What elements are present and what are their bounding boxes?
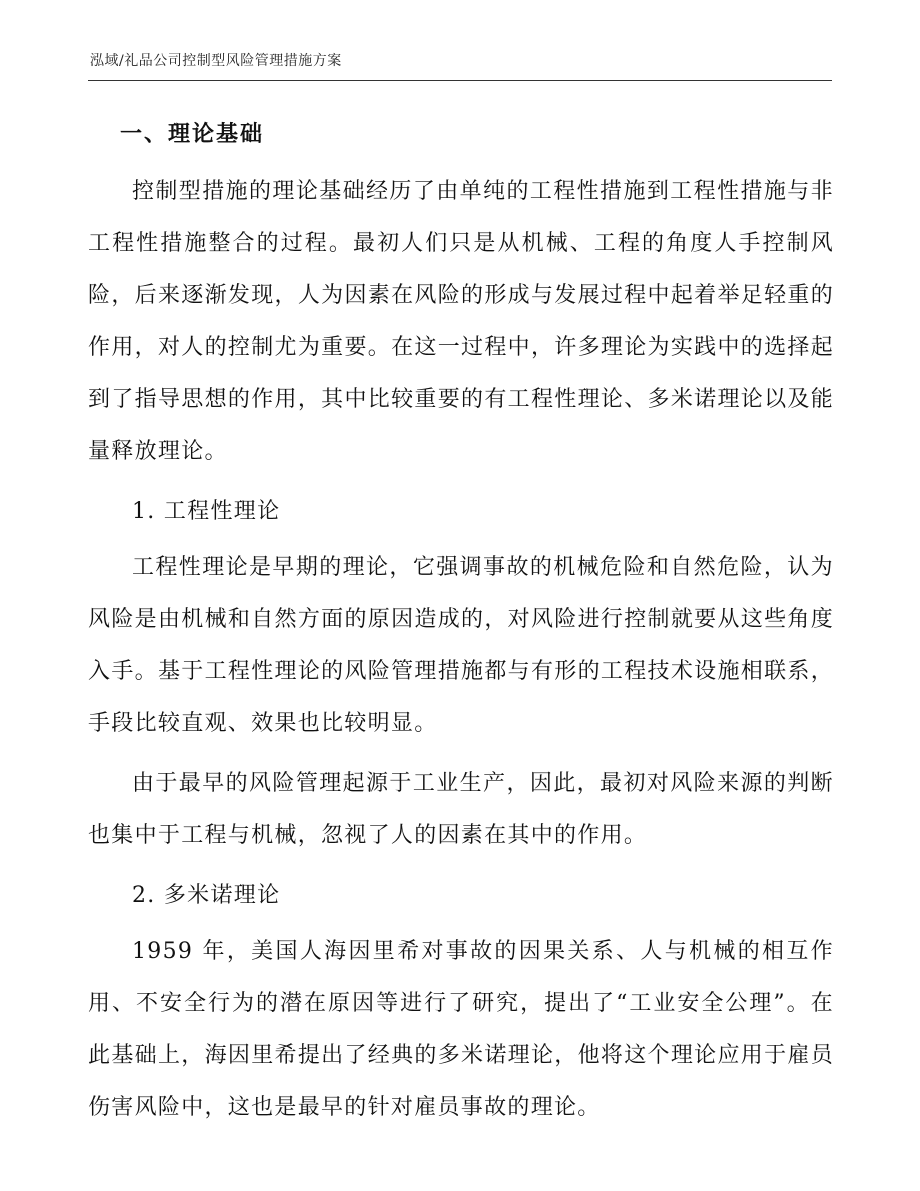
header-divider: [88, 80, 832, 81]
paragraph: 工程性理论是早期的理论，它强调事故的机械危险和自然危险，认为风险是由机械和自然方面的原因造成的，对风险进行控制就要从这些角度入手。基于工程性理论的风险管理措施都与有形的工程技术设施相联系，手段比较直观、效果也比较明显。: [88, 555, 834, 736]
spacer: [88, 862, 834, 870]
paragraph: 控制型措施的理论基础经历了由单纯的工程性措施到工程性措施与非工程性措施整合的过程。最初人们只是从机械、工程的角度人手控制风险，后来逐渐发现，人为因素在风险的形成与发展过程中起着举足轻重的作用，对人的控制尤为重要。在这一过程中，许多理论为实践中的选择起到了指导思想的作用，其中比较重要的有工程性理论、多米诺理论以及能量释放理论。: [88, 179, 834, 464]
section-heading: 一、理论基础: [120, 122, 265, 147]
paragraph: 由于最早的风险管理起源于工业生产，因此，最初对风险来源的判断也集中于工程与机械，忽视了人的因素在其中的作用。: [88, 771, 834, 848]
paragraph: 1959 年，美国人海因里希对事故的因果关系、人与机械的相互作用、不安全行为的潜在原因等进行了研究，提出了“工业安全公理”。在此基础上，海因里希提出了经典的多米诺理论，他将这个理论应用于雇员伤害风险中，这也是最早的针对雇员事故的理论。: [88, 939, 834, 1120]
subsection-heading: 2. 多米诺理论: [132, 883, 281, 908]
spacer: [88, 750, 834, 758]
document-body: [88, 110, 834, 1134]
page-header: 泓域/礼品公司控制型风险管理措施方案: [90, 53, 342, 69]
subsection-heading: 1. 工程性理论: [132, 499, 281, 524]
spacer: [88, 478, 834, 486]
